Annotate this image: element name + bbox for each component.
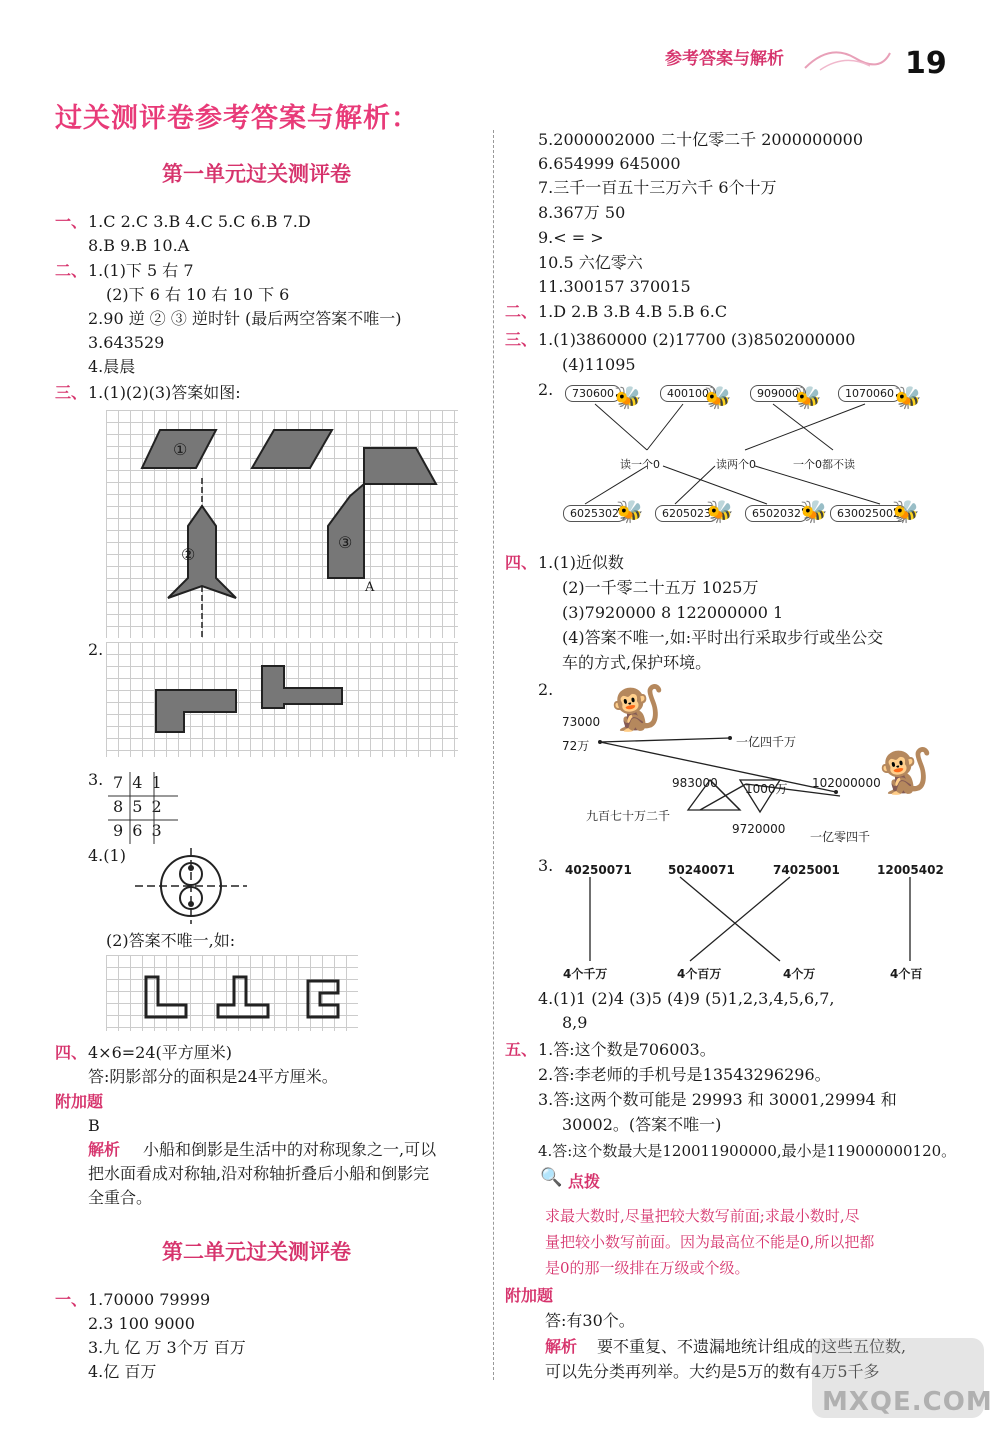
r-line-11: 11.300157 370015	[538, 277, 691, 296]
bee-icon: 🐝	[894, 386, 922, 411]
u1-s2-l3: 2.90 逆 ② ③ 逆时针 (最后两空答案不唯一)	[88, 309, 402, 328]
u1-analysis-l1: 小船和倒影是生活中的对称现象之一,可以	[143, 1140, 437, 1159]
u2-l4: 4.亿 百万	[88, 1362, 157, 1381]
u1-analysis-label: 解析	[88, 1140, 121, 1159]
r-s3-l2: (4)11095	[562, 355, 636, 374]
tip-l3: 是0的那一级排在万级或个级。	[545, 1259, 750, 1277]
r-analysis-l2: 可以先分类再列举。大约是5万的数有4万5千多	[545, 1362, 880, 1381]
tip-label: 点拨	[568, 1172, 601, 1191]
monkey-icon: 🐒	[610, 683, 665, 734]
monkey-label-7: 九百七十万二千	[586, 809, 671, 823]
decorative-swirl-icon	[800, 38, 895, 78]
r-s4-l5: 车的方式,保护环境。	[562, 653, 712, 672]
u1-s3-4b: (2)答案不唯一,如:	[106, 931, 236, 950]
r-s3-label: 三、	[505, 330, 538, 349]
shapes-figure-2	[106, 642, 466, 762]
unit2-title: 第二单元过关测评卷	[162, 1240, 351, 1264]
shapes-figure-1	[106, 410, 466, 640]
tip-l2: 量把较小数写前面。因为最高位不能是0,所以把都	[545, 1233, 875, 1251]
u1-analysis-l3: 全重合。	[88, 1188, 153, 1207]
bee-icon: 🐝	[800, 500, 828, 525]
fig-label-a: A	[365, 580, 375, 595]
r-line-10: 10.5 六亿零六	[538, 253, 643, 272]
r-s4-l1: 1.(1)近似数	[538, 553, 624, 572]
u1-analysis-l2: 把水面看成对称轴,沿对称轴折叠后小船和倒影完	[88, 1164, 430, 1183]
r-s4-label: 四、	[505, 553, 538, 572]
monkey-label-6: 102000000	[812, 776, 881, 790]
circle-symmetry-icon	[135, 848, 250, 924]
bee-icon: 🐝	[704, 386, 732, 411]
digit-top-4: 12005402	[877, 863, 944, 877]
r-s2-line: 1.D 2.B 3.B 4.B 5.B 6.C	[538, 302, 728, 321]
match-top-4: 1070060	[838, 385, 901, 402]
u2-l2: 2.3 100 9000	[88, 1314, 195, 1333]
u1-s4-label: 四、	[55, 1043, 88, 1062]
u1-s2-l5: 4.晨晨	[88, 357, 136, 376]
fig-label-2: ②	[181, 545, 196, 564]
match-bot-4: 630025002	[830, 505, 907, 522]
r-line-6: 6.654999 645000	[538, 154, 681, 173]
r-line-8: 8.367万 50	[538, 203, 626, 222]
u1-s3-l1: 1.(1)(2)(3)答案如图:	[88, 383, 241, 402]
u1-s1-label: 一、	[55, 212, 88, 231]
r-s4-4a: 4.(1)1 (2)4 (3)5 (4)9 (5)1,2,3,4,5,6,7,	[538, 989, 835, 1008]
unit1-title: 第一单元过关测评卷	[162, 162, 351, 186]
match-top-3: 909000	[750, 385, 806, 402]
u1-s2-l1: 1.(1)下 5 右 7	[88, 261, 194, 280]
r-analysis-l1: 要不重复、不遗漏地统计组成的这些五位数,	[597, 1337, 907, 1356]
digit-bot-1: 4个千万	[563, 967, 608, 981]
bee-icon: 🐝	[614, 386, 642, 411]
r-s5-l4: 30002。(答案不唯一)	[562, 1115, 722, 1134]
r-line-5: 5.2000002000 二十亿零二千 2000000000	[538, 130, 864, 149]
digit-bot-3: 4个万	[783, 967, 816, 981]
u1-s3-4: 4.(1)	[88, 846, 126, 865]
digit-top-2: 50240071	[668, 863, 735, 877]
bee-icon: 🐝	[616, 500, 644, 525]
r-line-9: 9.< = >	[538, 228, 604, 247]
l-shapes-figure	[106, 955, 366, 1035]
bee-icon: 🐝	[892, 500, 920, 525]
monkey-label-2: 72万	[562, 739, 590, 753]
digit-bot-2: 4个百万	[677, 967, 722, 981]
u1-s2-label: 二、	[55, 261, 88, 280]
match-mid-1: 读一个0	[620, 458, 660, 471]
u1-s1-line2: 8.B 9.B 10.A	[88, 236, 190, 255]
monkey-label-4: 983000	[672, 776, 718, 790]
u1-s2-l2: (2)下 6 右 10 右 10 下 6	[106, 285, 290, 304]
u1-s2-l4: 3.643529	[88, 333, 165, 352]
digit-bot-4: 4个百	[890, 967, 923, 981]
r-s4-l2: (2)一千零二十五万 1025万	[562, 578, 759, 597]
monkey-label-1: 73000	[562, 715, 601, 729]
watermark-text: MXQE.COM	[822, 1387, 993, 1417]
r-s3-2: 2.	[538, 380, 554, 399]
match-top-2: 400100	[660, 385, 716, 402]
u2-s1-label: 一、	[55, 1290, 88, 1309]
u1-s4-l1: 4×6=24(平方厘米)	[88, 1043, 233, 1062]
u1-s3-3: 3.	[88, 770, 104, 789]
r-s5-label: 五、	[505, 1040, 538, 1059]
u1-extra-label: 附加题	[55, 1092, 104, 1111]
r-s4-2: 2.	[538, 680, 554, 699]
match-bot-2: 6205023	[655, 505, 718, 522]
tip-l1: 求最大数时,尽量把较大数写前面;求最小数时,尽	[545, 1207, 860, 1225]
fig-label-1: ①	[173, 440, 188, 459]
r-s2-label: 二、	[505, 302, 538, 321]
r-extra-ans: 答:有30个。	[545, 1311, 635, 1330]
number-grid-lines	[106, 770, 186, 846]
monkey-label-3: 一亿四千万	[736, 735, 797, 749]
r-line-7: 7.三千一百五十三万六千 6个十万	[538, 178, 777, 197]
r-s5-l2: 2.答:李老师的手机号是13543296296。	[538, 1065, 831, 1084]
monkey-label-9: 一亿零四千	[810, 830, 871, 844]
monkey-label-8: 9720000	[732, 822, 786, 836]
bee-icon: 🐝	[706, 500, 734, 525]
column-divider	[493, 130, 494, 1380]
u1-s3-2: 2.	[88, 640, 104, 659]
u1-extra-ans: B	[88, 1116, 100, 1135]
r-s5-l3: 3.答:这两个数可能是 29993 和 30001,29994 和	[538, 1090, 897, 1109]
r-analysis-label: 解析	[545, 1337, 578, 1356]
r-s3-l1: 1.(1)3860000 (2)17700 (3)8502000000	[538, 330, 856, 349]
r-s5-l1: 1.答:这个数是706003。	[538, 1040, 716, 1059]
monkey-icon: 🐒	[878, 746, 933, 797]
r-s4-4b: 8,9	[562, 1013, 588, 1032]
header-title: 参考答案与解析	[665, 49, 784, 69]
grid-row-3: 9 6 3	[113, 821, 164, 840]
u1-s1-line1: 1.C 2.C 3.B 4.C 5.C 6.B 7.D	[88, 212, 311, 231]
u1-s3-label: 三、	[55, 383, 88, 402]
u1-s4-l2: 答:阴影部分的面积是24平方厘米。	[88, 1067, 338, 1086]
grid-row-1: 7 4 1	[113, 773, 164, 792]
magnifier-icon: 🔍	[540, 1167, 563, 1188]
match-top-1: 730600	[565, 385, 621, 402]
r-s4-l4: (4)答案不唯一,如:平时出行采取步行或坐公交	[562, 628, 884, 647]
digit-top-3: 74025001	[773, 863, 840, 877]
bee-icon: 🐝	[794, 386, 822, 411]
match-mid-3: 一个0都不读	[793, 458, 855, 471]
digit-top-1: 40250071	[565, 863, 632, 877]
grid-row-2: 8 5 2	[113, 797, 164, 816]
r-s4-3: 3.	[538, 856, 554, 875]
monkey-label-5: 1000万	[745, 782, 788, 796]
fig-label-3: ③	[338, 533, 353, 552]
r-s4-l3: (3)7920000 8 122000000 1	[562, 603, 784, 622]
r-s5-l5: 4.答:这个数最大是120011900000,最小是119000000120。	[538, 1142, 957, 1160]
r-extra-label: 附加题	[505, 1286, 554, 1305]
main-title: 过关测评卷参考答案与解析：	[55, 103, 419, 134]
match-bot-1: 6025302	[563, 505, 626, 522]
match-bot-3: 6502032	[745, 505, 808, 522]
page-number: 19	[905, 46, 947, 81]
match-mid-2: 读两个0	[716, 458, 756, 471]
u2-l1: 1.70000 79999	[88, 1290, 211, 1309]
u2-l3: 3.九 亿 万 3个万 百万	[88, 1338, 246, 1357]
digit-matching-lines	[560, 875, 920, 967]
